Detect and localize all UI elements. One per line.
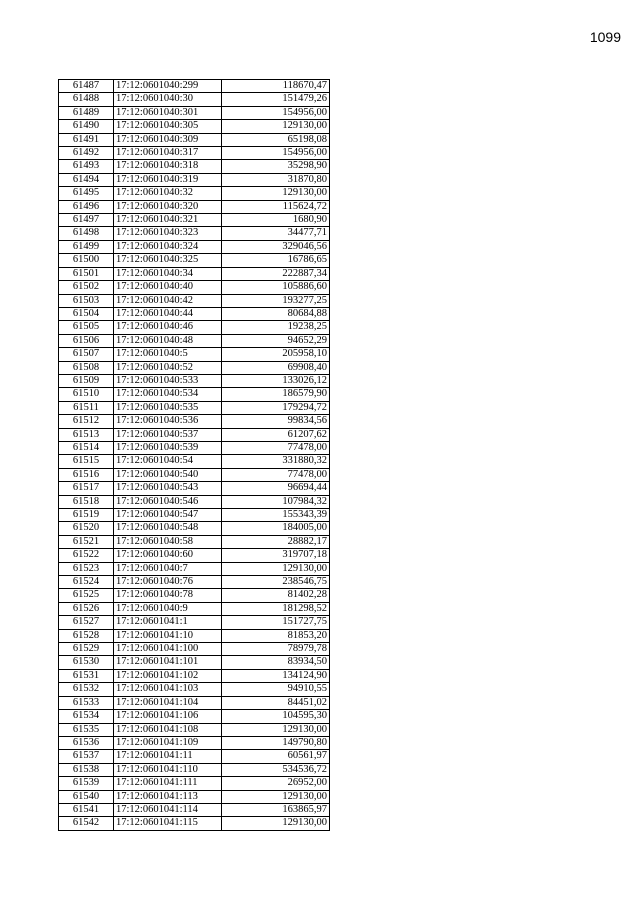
row-number-cell: 61534	[59, 710, 114, 723]
table-row	[59, 602, 330, 615]
table-row	[59, 589, 330, 602]
value-cell: 134124,90	[222, 669, 330, 682]
table-row	[59, 281, 330, 294]
table-row	[59, 482, 330, 495]
row-number-cell: 61542	[59, 817, 114, 830]
table-row	[59, 616, 330, 629]
row-number-cell: 61529	[59, 643, 114, 656]
value-cell: 149790,80	[222, 736, 330, 749]
row-number-cell: 61539	[59, 777, 114, 790]
value-cell: 105886,60	[222, 281, 330, 294]
table-row	[59, 160, 330, 173]
value-cell: 34477,71	[222, 227, 330, 240]
cadastral-number-cell: 17:12:0601041:1	[114, 616, 222, 629]
cadastral-number-cell: 17:12:0601041:101	[114, 656, 222, 669]
row-number-cell: 61491	[59, 133, 114, 146]
value-cell: 151479,26	[222, 93, 330, 106]
cadastral-number-cell: 17:12:0601040:301	[114, 106, 222, 119]
table-row	[59, 736, 330, 749]
row-number-cell: 61503	[59, 294, 114, 307]
table-row	[59, 428, 330, 441]
value-cell: 84451,02	[222, 696, 330, 709]
row-number-cell: 61512	[59, 415, 114, 428]
value-cell: 94910,55	[222, 683, 330, 696]
row-number-cell: 61535	[59, 723, 114, 736]
cadastral-number-cell: 17:12:0601041:103	[114, 683, 222, 696]
table-row	[59, 817, 330, 830]
cadastral-number-cell: 17:12:0601040:318	[114, 160, 222, 173]
cadastral-number-cell: 17:12:0601041:115	[114, 817, 222, 830]
value-cell: 151727,75	[222, 616, 330, 629]
row-number-cell: 61508	[59, 361, 114, 374]
cadastral-number-cell: 17:12:0601040:536	[114, 415, 222, 428]
row-number-cell: 61541	[59, 803, 114, 816]
table-row	[59, 723, 330, 736]
table-row	[59, 468, 330, 481]
row-number-cell: 61492	[59, 147, 114, 160]
cadastral-number-cell: 17:12:0601040:321	[114, 214, 222, 227]
table-row	[59, 696, 330, 709]
table-row	[59, 267, 330, 280]
row-number-cell: 61505	[59, 321, 114, 334]
value-cell: 19238,25	[222, 321, 330, 334]
row-number-cell: 61489	[59, 106, 114, 119]
table-row	[59, 133, 330, 146]
row-number-cell: 61490	[59, 120, 114, 133]
cadastral-number-cell: 17:12:0601041:100	[114, 643, 222, 656]
row-number-cell: 61496	[59, 200, 114, 213]
row-number-cell: 61502	[59, 281, 114, 294]
table-row	[59, 522, 330, 535]
cadastral-number-cell: 17:12:0601040:535	[114, 401, 222, 414]
cadastral-number-cell: 17:12:0601040:46	[114, 321, 222, 334]
cadastral-number-cell: 17:12:0601040:540	[114, 468, 222, 481]
table-row	[59, 240, 330, 253]
value-cell: 329046,56	[222, 240, 330, 253]
row-number-cell: 61509	[59, 374, 114, 387]
table-row	[59, 254, 330, 267]
row-number-cell: 61494	[59, 173, 114, 186]
value-cell: 35298,90	[222, 160, 330, 173]
value-cell: 129130,00	[222, 817, 330, 830]
cadastral-number-cell: 17:12:0601041:106	[114, 710, 222, 723]
value-cell: 69908,40	[222, 361, 330, 374]
table-row	[59, 441, 330, 454]
value-cell: 186579,90	[222, 388, 330, 401]
value-cell: 78979,78	[222, 643, 330, 656]
value-cell: 163865,97	[222, 803, 330, 816]
cadastral-number-cell: 17:12:0601040:539	[114, 441, 222, 454]
value-cell: 155343,39	[222, 509, 330, 522]
row-number-cell: 61501	[59, 267, 114, 280]
value-cell: 129130,00	[222, 187, 330, 200]
cadastral-number-cell: 17:12:0601040:533	[114, 374, 222, 387]
row-number-cell: 61511	[59, 401, 114, 414]
cadastral-number-cell: 17:12:0601040:534	[114, 388, 222, 401]
row-number-cell: 61504	[59, 307, 114, 320]
row-number-cell: 61506	[59, 334, 114, 347]
table-row	[59, 187, 330, 200]
value-cell: 107984,32	[222, 495, 330, 508]
cadastral-number-cell: 17:12:0601040:34	[114, 267, 222, 280]
cadastral-number-cell: 17:12:0601040:60	[114, 549, 222, 562]
register-table	[58, 79, 330, 831]
value-cell: 133026,12	[222, 374, 330, 387]
table-row	[59, 535, 330, 548]
table-row	[59, 200, 330, 213]
table-row	[59, 321, 330, 334]
table-row	[59, 643, 330, 656]
row-number-cell: 61536	[59, 736, 114, 749]
cadastral-number-cell: 17:12:0601040:52	[114, 361, 222, 374]
value-cell: 80684,88	[222, 307, 330, 320]
value-cell: 129130,00	[222, 790, 330, 803]
cadastral-number-cell: 17:12:0601041:102	[114, 669, 222, 682]
value-cell: 81402,28	[222, 589, 330, 602]
row-number-cell: 61532	[59, 683, 114, 696]
value-cell: 96694,44	[222, 482, 330, 495]
value-cell: 61207,62	[222, 428, 330, 441]
cadastral-number-cell: 17:12:0601041:109	[114, 736, 222, 749]
page-number: 1099	[589, 29, 621, 45]
table-row	[59, 495, 330, 508]
table-row	[59, 629, 330, 642]
value-cell: 222887,34	[222, 267, 330, 280]
row-number-cell: 61497	[59, 214, 114, 227]
table-row	[59, 93, 330, 106]
cadastral-number-cell: 17:12:0601040:30	[114, 93, 222, 106]
table-row	[59, 348, 330, 361]
row-number-cell: 61517	[59, 482, 114, 495]
value-cell: 60561,97	[222, 750, 330, 763]
row-number-cell: 61537	[59, 750, 114, 763]
value-cell: 319707,18	[222, 549, 330, 562]
table-row	[59, 669, 330, 682]
table-row	[59, 334, 330, 347]
row-number-cell: 61493	[59, 160, 114, 173]
cadastral-number-cell: 17:12:0601041:10	[114, 629, 222, 642]
table-row	[59, 227, 330, 240]
row-number-cell: 61514	[59, 441, 114, 454]
cadastral-number-cell: 17:12:0601041:110	[114, 763, 222, 776]
value-cell: 118670,47	[222, 80, 330, 93]
row-number-cell: 61507	[59, 348, 114, 361]
table-row	[59, 790, 330, 803]
row-number-cell: 61487	[59, 80, 114, 93]
value-cell: 31870,80	[222, 173, 330, 186]
value-cell: 83934,50	[222, 656, 330, 669]
value-cell: 1680,90	[222, 214, 330, 227]
cadastral-number-cell: 17:12:0601040:317	[114, 147, 222, 160]
value-cell: 331880,32	[222, 455, 330, 468]
cadastral-number-cell: 17:12:0601040:537	[114, 428, 222, 441]
table-row	[59, 80, 330, 93]
table-row	[59, 803, 330, 816]
table-row	[59, 120, 330, 133]
table-row	[59, 294, 330, 307]
cadastral-number-cell: 17:12:0601041:11	[114, 750, 222, 763]
row-number-cell: 61522	[59, 549, 114, 562]
row-number-cell: 61521	[59, 535, 114, 548]
row-number-cell: 61523	[59, 562, 114, 575]
table-row	[59, 106, 330, 119]
value-cell: 115624,72	[222, 200, 330, 213]
row-number-cell: 61498	[59, 227, 114, 240]
table-row	[59, 549, 330, 562]
cadastral-number-cell: 17:12:0601040:548	[114, 522, 222, 535]
row-number-cell: 61518	[59, 495, 114, 508]
row-number-cell: 61515	[59, 455, 114, 468]
register-table-body	[59, 80, 330, 831]
cadastral-number-cell: 17:12:0601041:108	[114, 723, 222, 736]
value-cell: 205958,10	[222, 348, 330, 361]
row-number-cell: 61528	[59, 629, 114, 642]
table-row	[59, 307, 330, 320]
cadastral-number-cell: 17:12:0601040:40	[114, 281, 222, 294]
row-number-cell: 61500	[59, 254, 114, 267]
value-cell: 184005,00	[222, 522, 330, 535]
row-number-cell: 61525	[59, 589, 114, 602]
cadastral-number-cell: 17:12:0601040:9	[114, 602, 222, 615]
cadastral-number-cell: 17:12:0601040:309	[114, 133, 222, 146]
value-cell: 534536,72	[222, 763, 330, 776]
table-row	[59, 374, 330, 387]
cadastral-number-cell: 17:12:0601040:323	[114, 227, 222, 240]
cadastral-number-cell: 17:12:0601040:325	[114, 254, 222, 267]
table-row	[59, 750, 330, 763]
cadastral-number-cell: 17:12:0601040:546	[114, 495, 222, 508]
value-cell: 154956,00	[222, 106, 330, 119]
row-number-cell: 61520	[59, 522, 114, 535]
table-row	[59, 173, 330, 186]
row-number-cell: 61530	[59, 656, 114, 669]
cadastral-number-cell: 17:12:0601040:32	[114, 187, 222, 200]
cadastral-number-cell: 17:12:0601040:319	[114, 173, 222, 186]
value-cell: 28882,17	[222, 535, 330, 548]
cadastral-number-cell: 17:12:0601041:111	[114, 777, 222, 790]
cadastral-number-cell: 17:12:0601040:547	[114, 509, 222, 522]
value-cell: 81853,20	[222, 629, 330, 642]
cadastral-number-cell: 17:12:0601040:58	[114, 535, 222, 548]
cadastral-number-cell: 17:12:0601040:48	[114, 334, 222, 347]
cadastral-number-cell: 17:12:0601041:113	[114, 790, 222, 803]
table-row	[59, 214, 330, 227]
cadastral-number-cell: 17:12:0601040:299	[114, 80, 222, 93]
table-row	[59, 415, 330, 428]
cadastral-number-cell: 17:12:0601040:44	[114, 307, 222, 320]
cadastral-number-cell: 17:12:0601040:5	[114, 348, 222, 361]
row-number-cell: 61513	[59, 428, 114, 441]
value-cell: 154956,00	[222, 147, 330, 160]
row-number-cell: 61538	[59, 763, 114, 776]
cadastral-number-cell: 17:12:0601041:104	[114, 696, 222, 709]
row-number-cell: 61488	[59, 93, 114, 106]
table-row	[59, 455, 330, 468]
value-cell: 129130,00	[222, 562, 330, 575]
cadastral-number-cell: 17:12:0601040:76	[114, 576, 222, 589]
cadastral-number-cell: 17:12:0601040:42	[114, 294, 222, 307]
cadastral-number-cell: 17:12:0601040:305	[114, 120, 222, 133]
cadastral-number-cell: 17:12:0601041:114	[114, 803, 222, 816]
table-row	[59, 388, 330, 401]
cadastral-number-cell: 17:12:0601040:543	[114, 482, 222, 495]
cadastral-number-cell: 17:12:0601040:324	[114, 240, 222, 253]
row-number-cell: 61540	[59, 790, 114, 803]
value-cell: 179294,72	[222, 401, 330, 414]
table-row	[59, 763, 330, 776]
value-cell: 77478,00	[222, 468, 330, 481]
row-number-cell: 61526	[59, 602, 114, 615]
value-cell: 193277,25	[222, 294, 330, 307]
value-cell: 99834,56	[222, 415, 330, 428]
value-cell: 104595,30	[222, 710, 330, 723]
table-row	[59, 576, 330, 589]
table-row	[59, 401, 330, 414]
table-row	[59, 147, 330, 160]
row-number-cell: 61519	[59, 509, 114, 522]
value-cell: 129130,00	[222, 723, 330, 736]
value-cell: 238546,75	[222, 576, 330, 589]
row-number-cell: 61516	[59, 468, 114, 481]
cadastral-number-cell: 17:12:0601040:78	[114, 589, 222, 602]
value-cell: 77478,00	[222, 441, 330, 454]
value-cell: 94652,29	[222, 334, 330, 347]
table-row	[59, 656, 330, 669]
row-number-cell: 61531	[59, 669, 114, 682]
value-cell: 65198,08	[222, 133, 330, 146]
row-number-cell: 61495	[59, 187, 114, 200]
row-number-cell: 61527	[59, 616, 114, 629]
table-row	[59, 710, 330, 723]
value-cell: 26952,00	[222, 777, 330, 790]
table-row	[59, 777, 330, 790]
table-row	[59, 683, 330, 696]
table-row	[59, 562, 330, 575]
cadastral-number-cell: 17:12:0601040:7	[114, 562, 222, 575]
value-cell: 16786,65	[222, 254, 330, 267]
table-row	[59, 361, 330, 374]
row-number-cell: 61533	[59, 696, 114, 709]
cadastral-number-cell: 17:12:0601040:320	[114, 200, 222, 213]
value-cell: 181298,52	[222, 602, 330, 615]
table-row	[59, 509, 330, 522]
row-number-cell: 61499	[59, 240, 114, 253]
row-number-cell: 61524	[59, 576, 114, 589]
cadastral-number-cell: 17:12:0601040:54	[114, 455, 222, 468]
row-number-cell: 61510	[59, 388, 114, 401]
value-cell: 129130,00	[222, 120, 330, 133]
